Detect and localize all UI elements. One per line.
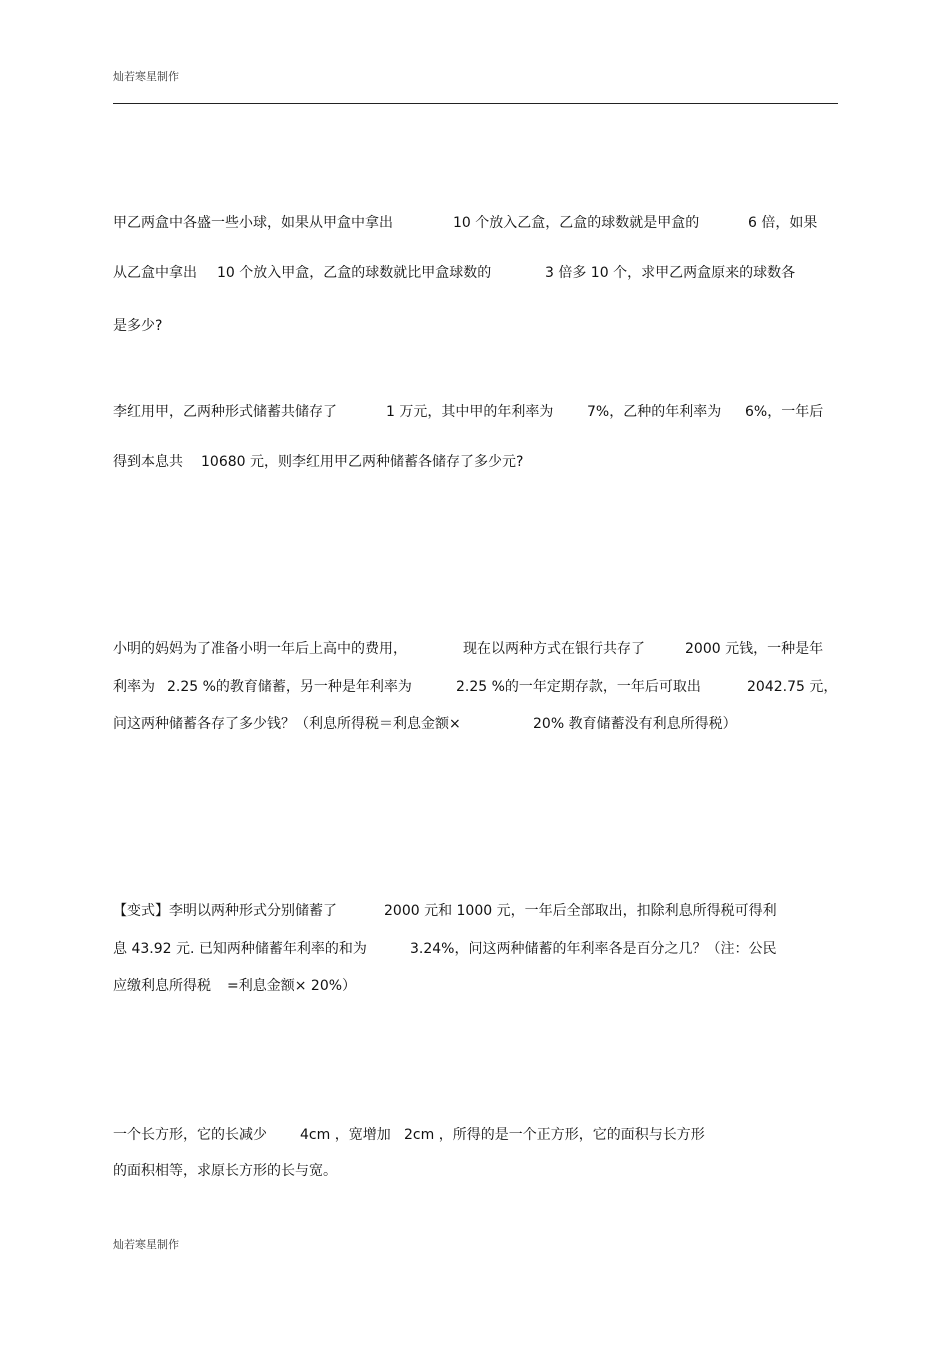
text-segment: 的面积相等，求原长方形的长与宽。 [113, 1163, 337, 1179]
text-segment: 10680 元，则李红用甲乙两种储蓄各储存了多少元? [201, 454, 524, 470]
text-segment: 3 倍多 10 个，求甲乙两盒原来的球数各 [545, 265, 796, 281]
text-segment: 20% 教育储蓄没有利息所得税） [533, 716, 737, 732]
page-footer: 灿若寒星制作 [113, 1238, 179, 1251]
text-segment: 一个长方形，它的长减少 [113, 1127, 267, 1143]
text-segment: 3.24%，问这两种储蓄的年利率各是百分之几？（注：公民 [410, 941, 777, 957]
text-segment: 2cm ，所得的是一个正方形，它的面积与长方形 [404, 1127, 705, 1143]
text-segment: 【变式】李明以两种形式分别储蓄了 [113, 903, 337, 919]
text-segment: 6%，一年后 [745, 404, 824, 420]
text-segment: =利息金额× 20%） [227, 978, 357, 994]
text-segment: 问这两种储蓄各存了多少钱？（利息所得税＝利息金额× [113, 716, 461, 732]
text-segment: 小明的妈妈为了准备小明一年后上高中的费用， [113, 641, 407, 657]
text-segment: 7%，乙种的年利率为 [587, 404, 722, 420]
text-segment: 6 倍，如果 [748, 215, 818, 231]
text-segment: 2000 元钱，一种是年 [685, 641, 824, 657]
text-segment: 2.25 %的教育储蓄，另一种是年利率为 [167, 679, 412, 695]
text-segment: 从乙盒中拿出 [113, 265, 197, 281]
text-segment: 李红用甲，乙两种形式储蓄共储存了 [113, 404, 337, 420]
text-segment: 应缴利息所得税 [113, 978, 211, 994]
text-segment: 10 个放入乙盒，乙盒的球数就是甲盒的 [453, 215, 700, 231]
text-segment: 4cm ，宽增加 [300, 1127, 391, 1143]
text-segment: 2.25 %的一年定期存款，一年后可取出 [456, 679, 701, 695]
text-segment: 是多少? [113, 318, 163, 334]
text-segment: 2000 元和 1000 元，一年后全部取出，扣除利息所得税可得利 [384, 903, 777, 919]
text-segment: 得到本息共 [113, 454, 183, 470]
text-segment: 2042.75 元， [747, 679, 838, 695]
text-segment: 现在以两种方式在银行共存了 [463, 641, 645, 657]
text-segment: 利率为 [113, 679, 155, 695]
text-segment: 10 个放入甲盒，乙盒的球数就比甲盒球数的 [217, 265, 492, 281]
header-divider [113, 103, 838, 104]
text-segment: 甲乙两盒中各盛一些小球，如果从甲盒中拿出 [113, 215, 393, 231]
text-segment: 1 万元，其中甲的年利率为 [386, 404, 554, 420]
page-header: 灿若寒星制作 [113, 70, 179, 83]
text-segment: 息 43.92 元. 已知两种储蓄年利率的和为 [113, 941, 367, 957]
